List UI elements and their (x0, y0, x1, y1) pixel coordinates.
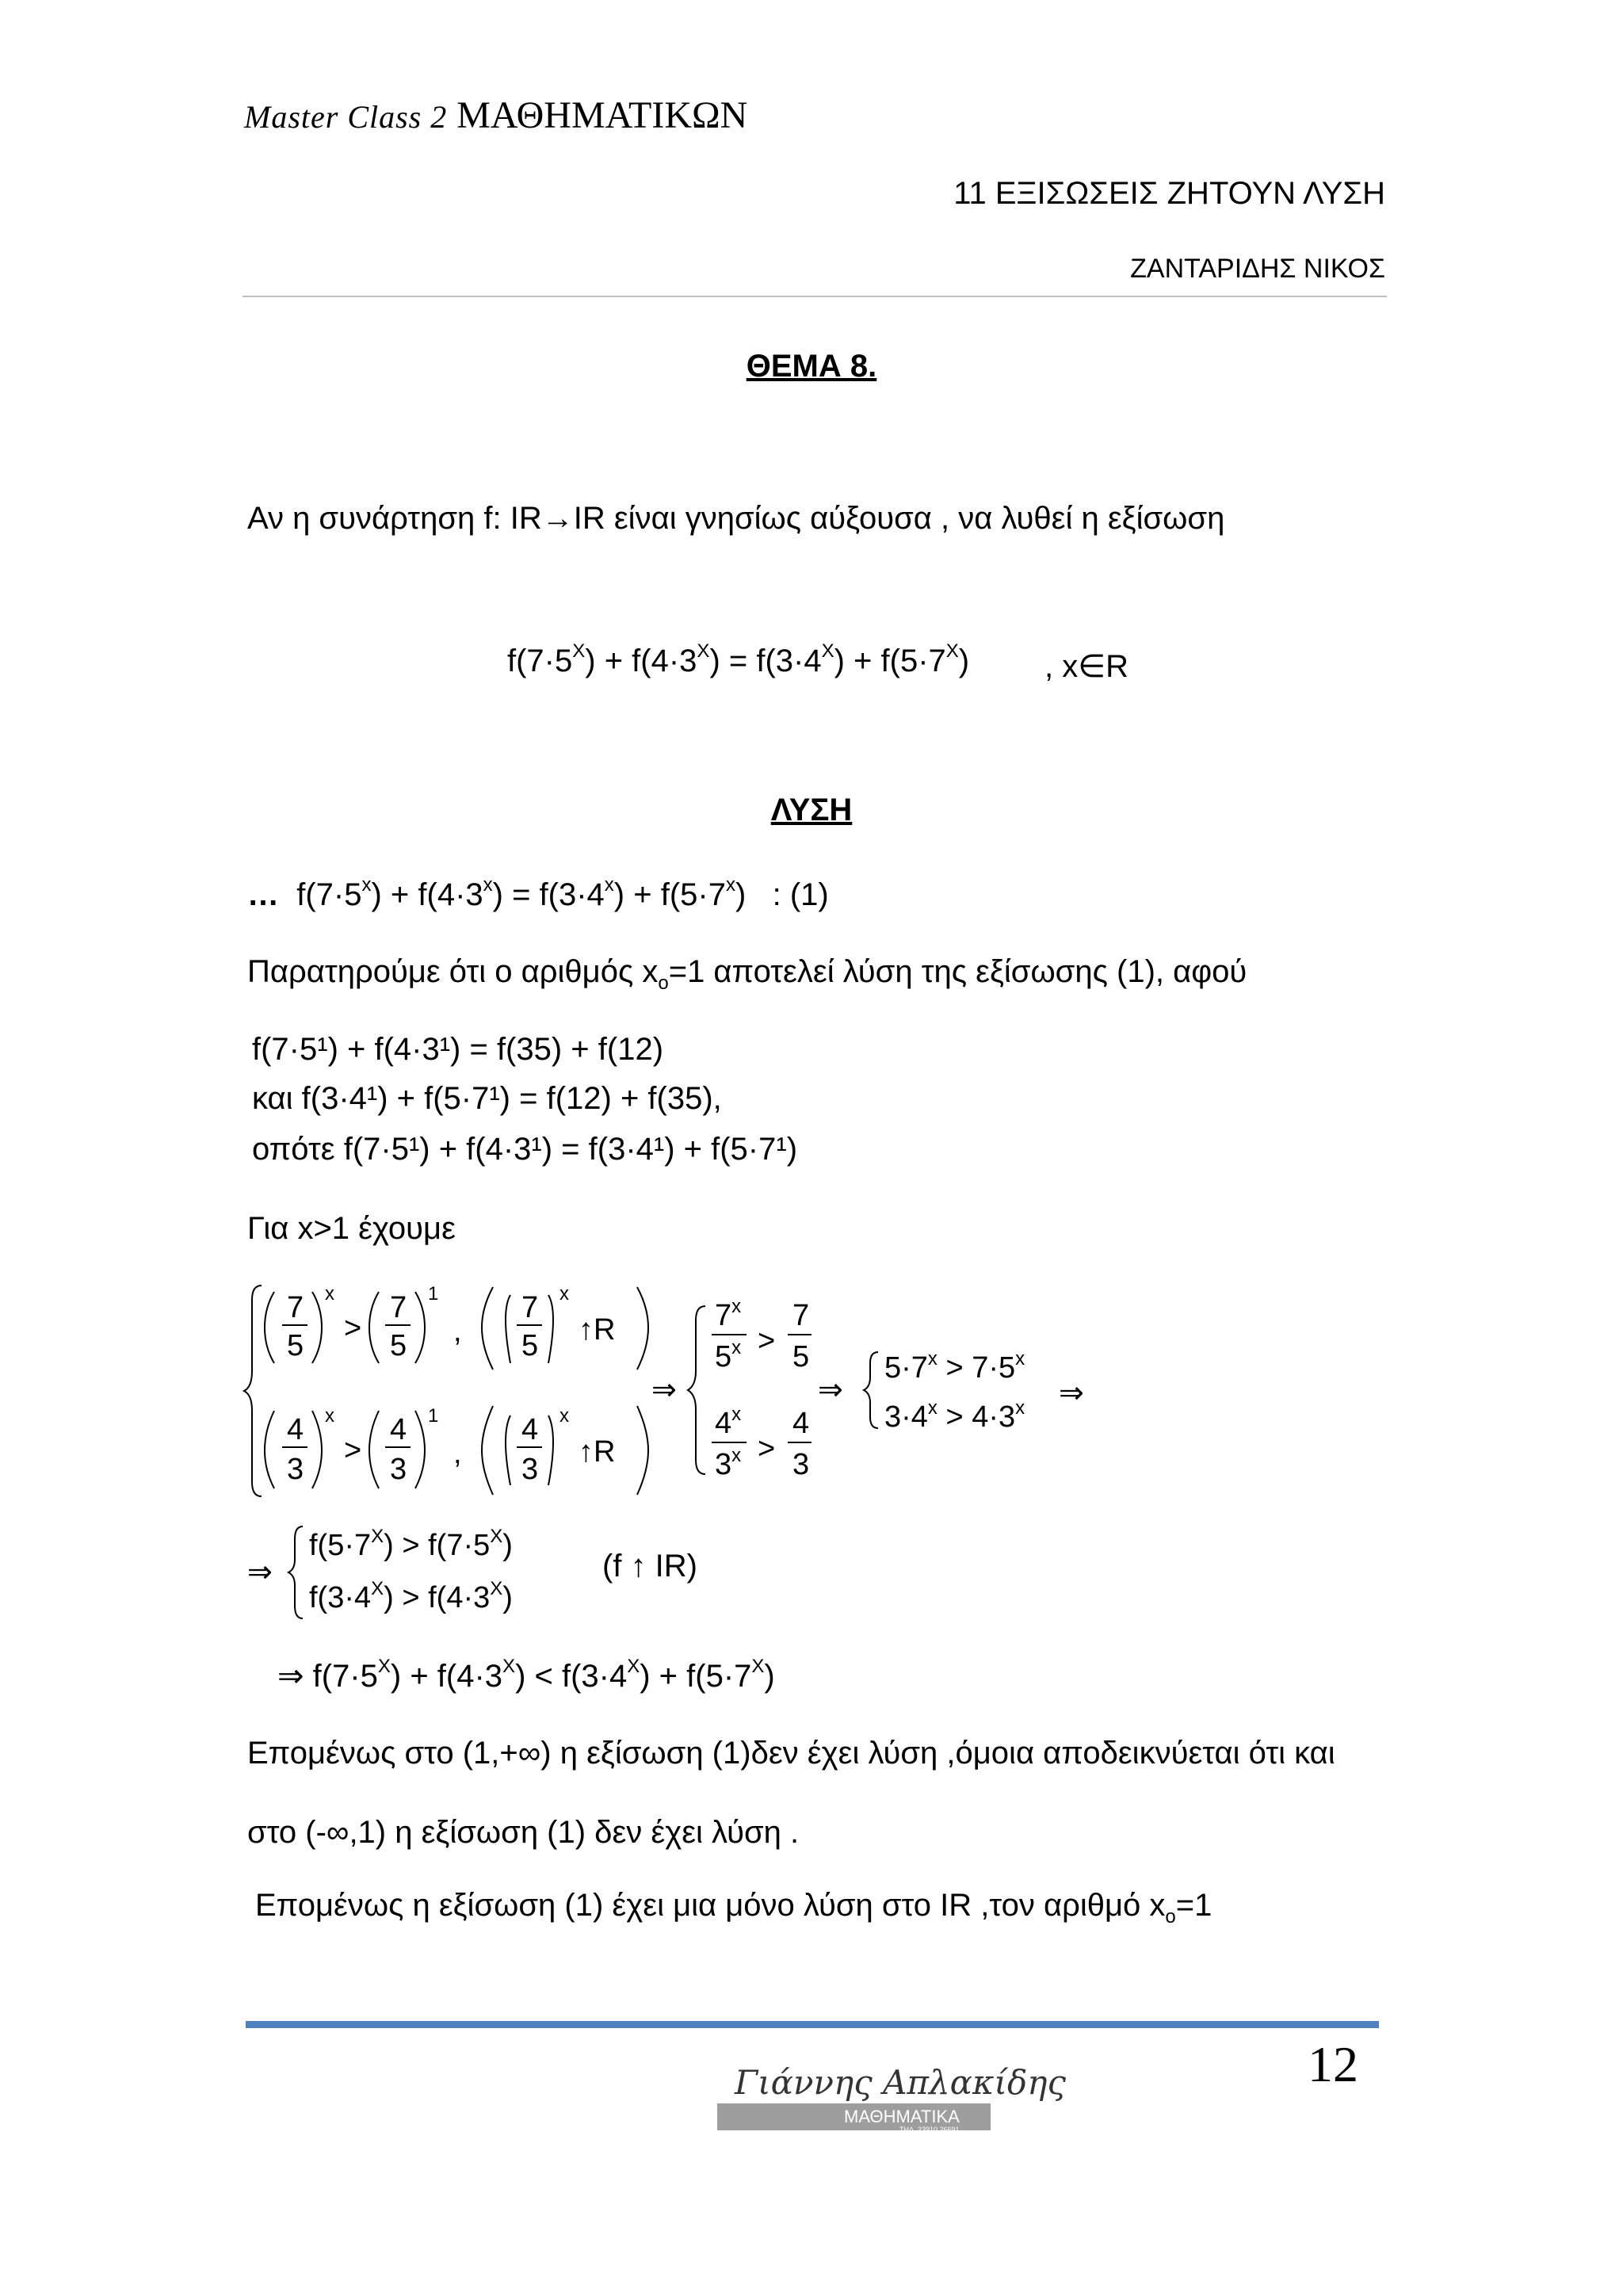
svg-text:⇒: ⇒ (1059, 1377, 1084, 1410)
check-line-3: οπότε f(7·5¹) + f(4·3¹) = f(3·4¹) + f(5·7¹) (252, 1132, 798, 1167)
check-line-2: και f(3·4¹) + f(5·7¹) = f(12) + f(35), (252, 1081, 722, 1116)
series-name: ΜΑΘΗΜΑΤΙΚΩΝ (456, 94, 748, 136)
equation-label: : (1) (772, 877, 829, 912)
svg-text:>: > (758, 1432, 776, 1465)
svg-text:5: 5 (390, 1329, 407, 1362)
svg-text:3: 3 (390, 1453, 407, 1486)
logo-subtitle: ΜΑΘΗΜΑΤΙΚΑ (844, 2107, 960, 2126)
monotonic-system (247, 1515, 802, 1626)
svg-text:4: 4 (390, 1413, 407, 1446)
publisher-logo (717, 2045, 1066, 2135)
series-script: Master Class 2 (244, 99, 448, 135)
f-increasing-note: (f ↑ IR) (602, 1549, 697, 1584)
svg-text:5: 5 (792, 1340, 810, 1373)
svg-text:3x: 3$^x$ (715, 1445, 742, 1481)
svg-text:1: 1 (428, 1405, 439, 1427)
problem-statement: Αν η συνάρτηση f: IR→IR είναι γνησίως αύξουσα , να λυθεί η εξίσωση (247, 501, 1225, 536)
conclusion-line-3: Επομένως η εξίσωση (1) έχει μια μόνο λύση στο IR ,τον αριθμό $x_o=1$ (255, 1888, 1212, 1927)
svg-text:↑R: ↑R (579, 1313, 616, 1347)
svg-text:4: 4 (287, 1413, 304, 1446)
svg-text:x: x (559, 1405, 569, 1427)
svg-text:7: 7 (390, 1291, 407, 1324)
svg-text:7: 7 (792, 1299, 810, 1332)
svg-text:x: x (325, 1283, 334, 1305)
problem-heading: ΘΕΜΑ 8. (746, 349, 877, 384)
svg-text:⇒: ⇒ (247, 1556, 273, 1589)
svg-text:>: > (344, 1312, 362, 1345)
svg-text:7: 7 (521, 1291, 539, 1324)
svg-text:>: > (344, 1434, 362, 1467)
conclusion-line-1: Επομένως στο (1,+∞) η εξίσωση (1)δεν έχει λύση ,όμοια αποδεικνύεται ότι και (247, 1736, 1335, 1771)
svg-text:>: > (758, 1324, 776, 1358)
domain-note: , x∈R (1044, 649, 1128, 684)
svg-text:⇒: ⇒ (651, 1373, 677, 1407)
svg-text:1: 1 (428, 1283, 439, 1305)
observation-text: Παρατηρούμε ότι ο αριθμός $x_o=1$ αποτελεί λύση της εξίσωσης (1), αφού (247, 954, 1247, 994)
svg-text:x: x (325, 1405, 334, 1427)
svg-text:3: 3 (287, 1453, 304, 1486)
svg-text:4: 4 (521, 1413, 539, 1446)
logo-phone: ΤΗΛ. 23910 26691 (899, 2126, 960, 2134)
svg-text:4: 4 (792, 1407, 810, 1440)
svg-text:5: 5 (521, 1329, 539, 1362)
svg-text:5: 5 (287, 1329, 304, 1362)
svg-text:,: , (453, 1315, 462, 1348)
svg-text:,: , (453, 1437, 462, 1470)
svg-text:⇒: ⇒ (818, 1373, 843, 1407)
svg-text:f(5·7X) > f(7·5X): $f(5\cdot 7^X) > f(7\cdot 5^X)$ (309, 1526, 513, 1562)
logo-signature: Γιάννης Απλακίδης (735, 2063, 1066, 2102)
inequality-system (247, 1276, 1119, 1506)
svg-text:4x: 4$^x$ (715, 1404, 742, 1440)
final-inequality: ⇒ $f(7\cdot 5^X) + f(4\cdot 3^X) < f(3\cdot 4^X) + f(5\cdot 7^X)$ (277, 1656, 775, 1694)
svg-text:7x: 7$^x$ (715, 1296, 742, 1332)
svg-text:3: 3 (521, 1453, 539, 1486)
svg-text:7: 7 (287, 1291, 304, 1324)
svg-text:3·4x > 4·3x: $3\cdot 4^x > 4\cdot 3^x$ (884, 1397, 1025, 1434)
document-title: 11 ΕΞΙΣΩΣΕΙΣ ΖΗΤΟΥΝ ΛΥΣΗ (953, 176, 1385, 211)
check-line-1: f(7·5¹) + f(4·3¹) = f(35) + f(12) (252, 1032, 664, 1067)
solution-heading: ΛΥΣΗ (770, 793, 853, 827)
main-equation: $f(7\cdot 5^X) + f(4\cdot 3^X) = f(3\cdot 4^X) + f(5\cdot 7^X)$ (507, 640, 970, 678)
header-divider (242, 296, 1387, 297)
svg-text:f(3·4X) > f(4·3X): $f(3\cdot 4^X) > f(4\cdot 3^X)$ (309, 1578, 513, 1614)
svg-text:3: 3 (792, 1448, 810, 1481)
author-name: ΖΑΝΤΑΡΙΔΗΣ ΝΙΚΟΣ (1130, 254, 1385, 284)
case-x-greater-1: Για x>1 έχουμε (247, 1211, 456, 1246)
series-title (244, 94, 747, 137)
footer-divider (246, 2021, 1379, 2028)
equation-restated: … $f(7\cdot 5^x) + f(4\cdot 3^x) = f(3\cdot 4^x) + f(5\cdot 7^x)$ : (1) (247, 874, 829, 912)
conclusion-line-2: στο (-∞,1) η εξίσωση (1) δεν έχει λύση . (247, 1815, 800, 1850)
svg-text:↑R: ↑R (579, 1435, 616, 1469)
page-number: 12 (1308, 2036, 1358, 2092)
svg-text:5·7x > 7·5x: $5\cdot 7^x > 7\cdot 5^x$ (884, 1348, 1025, 1385)
svg-text:x: x (559, 1283, 569, 1305)
svg-text:5x: 5$^x$ (715, 1337, 742, 1373)
